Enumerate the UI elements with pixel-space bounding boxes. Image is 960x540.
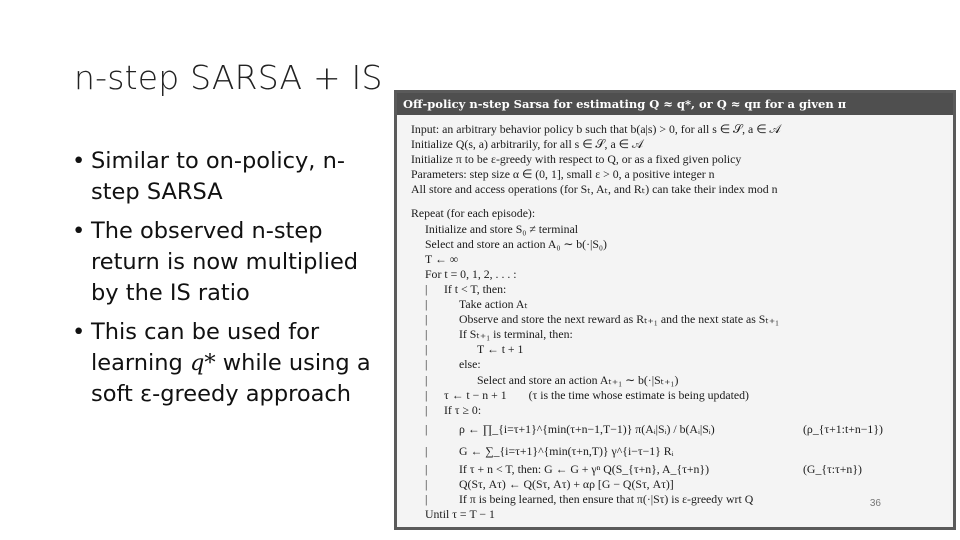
- algo-line-until: Until τ = T − 1: [425, 507, 495, 522]
- bullet-item: [72, 317, 382, 410]
- bullet-text: This can be used for learning: [91, 319, 320, 376]
- algo-line-take-action: | Take action Aₜ: [425, 297, 528, 312]
- algo-line-rho: | ρ ← ∏_{i=τ+1}^{min(τ+n−1,T−1)} π(Aᵢ|Sᵢ) / b(Aᵢ|Sᵢ) (ρ_{τ+1:t+n−1}): [411, 418, 953, 440]
- algorithm-body: [397, 115, 953, 522]
- algo-line-tau: | τ ← t − n + 1 (τ is the time whose estimate is being updated): [425, 387, 749, 402]
- bullet-item: • The observed n-step return is now multiplied by the IS ratio: [72, 216, 382, 309]
- algo-line-repeat: Repeat (for each episode):: [411, 206, 536, 221]
- algo-line-storage: All store and access operations (for Sₜ, Aₜ, and Rₜ) can take their index mod n: [411, 182, 778, 197]
- algo-line-if-t: | If t < T, then:: [425, 281, 507, 296]
- algo-line-update: | Q(Sτ, Aτ) ← Q(Sτ, Aτ) + αρ [G − Q(Sτ, Aτ)]: [425, 476, 674, 491]
- algo-line-else: | else:: [425, 357, 481, 372]
- algorithm-box: [394, 90, 956, 530]
- page-number: 36: [869, 498, 881, 509]
- q-star-math: q*: [189, 350, 216, 376]
- algo-line-init-q: Initialize Q(s, a) arbitrarily, for all s ∈ 𝒮, a ∈ 𝒜: [411, 137, 644, 152]
- algo-line-G: | G ← ∑_{i=τ+1}^{min(τ+n,T)} γ^{i−τ−1} Rᵢ: [425, 443, 674, 458]
- rho-note: (ρ_{τ+1:t+n−1}): [803, 421, 883, 436]
- algo-line-init-store: Initialize and store S₀ ≠ terminal: [425, 221, 579, 236]
- algorithm-header: Off-policy n-step Sarsa for estimating Q ≈ q*, or Q ≈ qπ for a given π: [397, 93, 953, 115]
- algo-line-select-next: | Select and store an action Aₜ₊₁ ∼ b(·|Sₜ₊₁): [425, 372, 679, 387]
- algo-line-if-terminal: | If Sₜ₊₁ is terminal, then:: [425, 327, 573, 342]
- algo-line-pi-learned: | If π is being learned, then ensure that π(·|Sτ) is ε-greedy wrt Q: [425, 491, 754, 506]
- algo-line-if-tau: | If τ ≥ 0:: [425, 402, 482, 417]
- algo-line-for: For t = 0, 1, 2, . . . :: [425, 266, 517, 281]
- bullet-text: while using a soft ε-greedy approach: [91, 350, 371, 407]
- algo-line-if-tau-n: | If τ + n < T, then: G ← G + γⁿ Q(S_{τ+n}, A_{τ+n}) (G_{τ:τ+n}): [425, 461, 862, 476]
- algo-line-observe: | Observe and store the next reward as Rₜ₊₁ and the next state as Sₜ₊₁: [425, 312, 780, 327]
- slide-title: n-step SARSA + IS: [74, 58, 383, 97]
- algo-line-init-pi: Initialize π to be ε-greedy with respect to Q, or as a fixed given policy: [411, 152, 742, 167]
- bullet-list: [72, 146, 382, 418]
- algo-line-select-a0: Select and store an action A₀ ∼ b(·|S₀): [425, 236, 607, 251]
- algo-line-t-inf: T ← ∞: [425, 251, 459, 266]
- algo-line-input: Input: an arbitrary behavior policy b such that b(a|s) > 0, for all s ∈ 𝒮, a ∈ 𝒜: [411, 122, 781, 136]
- bullet-item: • Similar to on-policy, n-step SARSA: [72, 146, 382, 208]
- algo-line-set-T: | T ← t + 1: [425, 342, 524, 357]
- G-note: (G_{τ:τ+n}): [803, 461, 862, 476]
- algo-line-params: Parameters: step size α ∈ (0, 1], small ε > 0, a positive integer n: [411, 167, 715, 182]
